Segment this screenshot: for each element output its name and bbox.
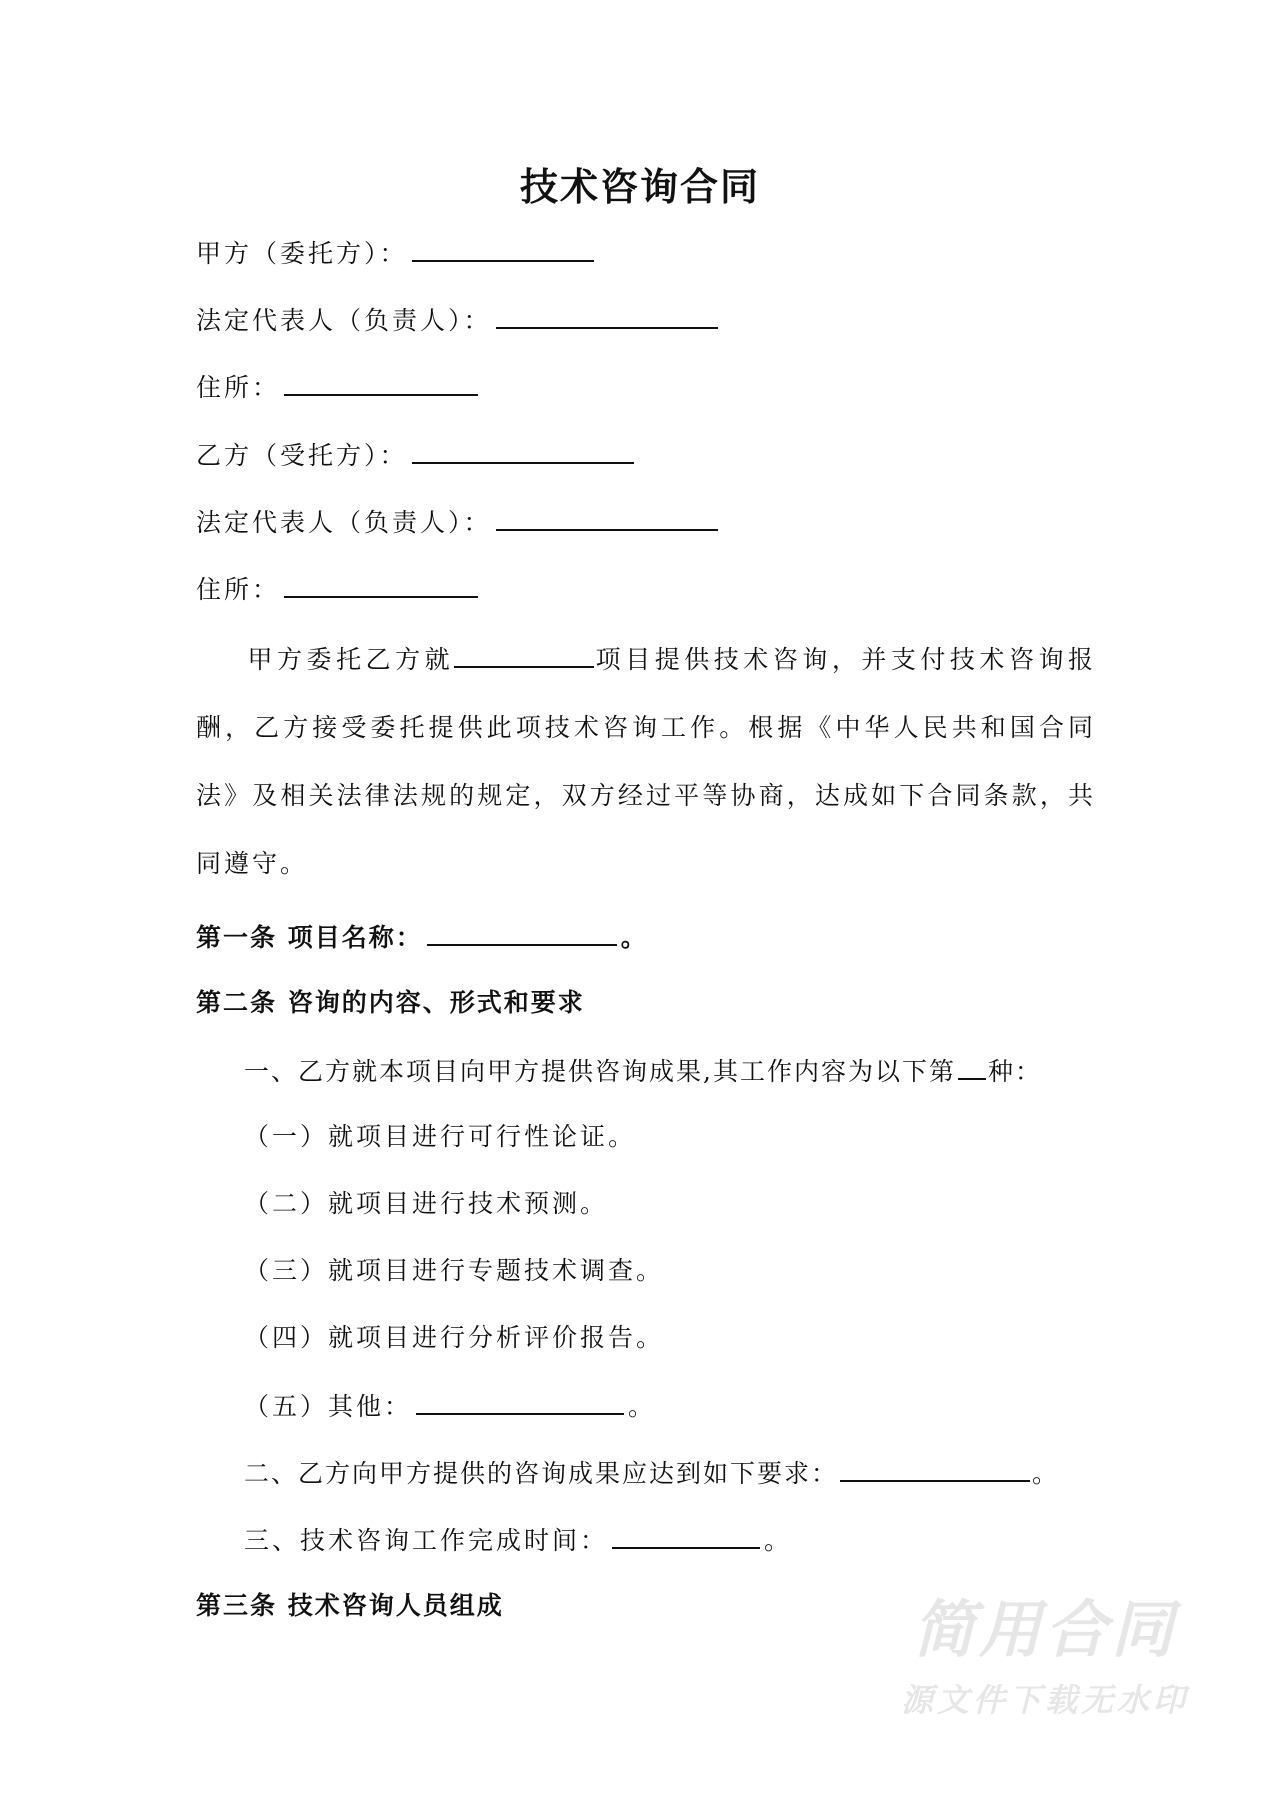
party-a-line (196, 234, 598, 272)
party-b-rep-label: 法定代表人（负责人）： (196, 508, 492, 537)
project-blank[interactable] (454, 640, 594, 668)
document-title: 技术咨询合同 (519, 165, 760, 209)
watermark-tagline: 源文件下载无水印 (900, 1681, 1189, 1719)
preamble-part2: 项目提供技术咨询，并支付技术咨询报酬，乙方接受委托提供此项技术咨询工作。根据《中华人民共和国合同法》及相关法律法规的规定，双方经过平等协商，达成如下合同条款，共同遵守。 (196, 645, 1096, 878)
article1-line (196, 918, 648, 956)
article2-item2-suffix: 。 (1032, 1459, 1060, 1488)
party-b-label: 乙方（受托方）： (196, 441, 408, 470)
party-a-label: 甲方（委托方）： (196, 239, 408, 268)
party-b-address-line (196, 570, 482, 608)
article2-heading: 第二条 咨询的内容、形式和要求 (196, 988, 585, 1017)
party-b-rep-blank[interactable] (496, 503, 718, 531)
option-5-blank[interactable] (416, 1387, 624, 1415)
article1-suffix: 。 (620, 923, 648, 952)
article2-item1-suffix: 种： (987, 1057, 1042, 1086)
article3-heading: 第三条 技术咨询人员组成 (196, 1591, 504, 1620)
article1-heading: 第一条 项目名称： (196, 923, 423, 952)
option-1: （一）就项目进行可行性论证。 (244, 1122, 637, 1151)
party-b-blank[interactable] (412, 436, 634, 464)
completion-time-blank[interactable] (612, 1521, 760, 1549)
option-4: （四）就项目进行分析评价报告。 (244, 1323, 665, 1352)
article2-item3-line (244, 1521, 792, 1559)
option-3: （三）就项目进行专题技术调查。 (244, 1256, 665, 1285)
watermark (880, 1590, 1210, 1722)
article2-item2-label: 二、乙方向甲方提供的咨询成果应达到如下要求： (244, 1459, 839, 1488)
requirements-blank[interactable] (840, 1454, 1030, 1482)
party-b-line (196, 436, 638, 474)
option-5-suffix: 。 (628, 1392, 657, 1421)
party-b-address-blank[interactable] (284, 570, 478, 598)
party-a-rep-label: 法定代表人（负责人）： (196, 306, 492, 335)
party-a-blank[interactable] (412, 234, 594, 262)
article2-item3-label: 三、技术咨询工作完成时间： (244, 1526, 609, 1555)
party-b-rep-line (196, 503, 722, 541)
party-a-rep-blank[interactable] (496, 301, 718, 329)
project-name-blank[interactable] (427, 918, 617, 946)
article2-item1-line (244, 1052, 1042, 1090)
option-5-label: （五）其他： (244, 1392, 413, 1421)
party-b-address-label: 住所： (196, 575, 281, 604)
party-a-rep-line (196, 301, 722, 339)
preamble-part1: 甲方委托乙方就 (246, 645, 455, 674)
option-2: （二）就项目进行技术预测。 (244, 1189, 609, 1218)
preamble-paragraph (196, 626, 1096, 898)
party-a-address-label: 住所： (196, 373, 281, 402)
watermark-brand: 简用合同 (912, 1593, 1177, 1666)
article2-item1-prefix: 一、乙方就本项目向甲方提供咨询成果,其工作内容为以下第 (244, 1057, 956, 1086)
option-number-blank[interactable] (958, 1052, 986, 1080)
article2-item2-line (244, 1454, 1059, 1492)
party-a-address-blank[interactable] (284, 368, 478, 396)
party-a-address-line (196, 368, 482, 406)
option-5-line (244, 1387, 656, 1425)
article2-item3-suffix: 。 (764, 1526, 793, 1555)
